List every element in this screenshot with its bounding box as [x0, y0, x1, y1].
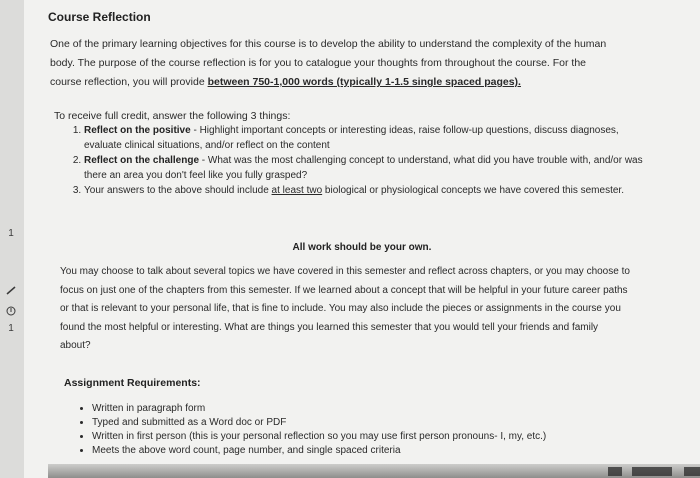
list-item-text: Your answers to the above should include	[84, 185, 272, 196]
list-item-emphasis: at least two	[271, 185, 323, 196]
list-item	[84, 184, 644, 199]
checkmark-icon[interactable]	[0, 285, 22, 300]
own-work-note: All work should be your own.	[292, 242, 432, 253]
taskbar-icon	[684, 467, 700, 476]
intro-text: One of the primary learning objectives for this course is to develop the ability to understand the complexity of the human body. The purpose of the course reflection is for you to catalogue your thoughts from throughout the course. For the course reflection, you will provide	[50, 38, 607, 88]
list-item-text: - What was the most challenging concept to understand, what did you have trouble with, and/or was there an area you don't feel like you fully grasped?	[84, 155, 643, 181]
topics-paragraph: You may choose to talk about several topics we have covered in this semester and reflect across chapters, or you may choose to focus on just one of the chapters from this semester. If we learned about a concept that will be helpful in your future career paths or that is relevant to your personal life, that is fine to include. You may also include the pieces or assignments in the course you found the most helpful or interesting. What are things you learned this semester that you would tell your friends and family about?	[60, 266, 630, 351]
reflection-questions-list	[64, 124, 644, 200]
taskbar-icon	[608, 467, 622, 476]
list-item-text: - Highlight important concepts or interesting ideas, raise follow-up questions, discuss diagnoses, evaluate clinical situations, and/or reflect on the content	[84, 125, 619, 151]
taskbar-icon	[632, 467, 672, 476]
list-item: • Written in first person (this is your personal reflection so you may use first person pronouns- I, my, etc.)	[92, 430, 632, 444]
gutter-marker: 1	[8, 228, 14, 239]
gutter-marker: 1	[8, 323, 14, 334]
instructions-lead: To receive full credit, answer the following 3 things:	[54, 110, 291, 122]
requirements-list	[78, 402, 632, 458]
list-item	[84, 124, 644, 153]
document-page	[24, 0, 700, 478]
list-item: • Meets the above word count, page number, and single spaced criteria	[92, 444, 632, 458]
list-item: • Written in paragraph form	[92, 402, 632, 416]
list-item	[84, 154, 644, 183]
page-title: Course Reflection	[48, 10, 151, 24]
hand-pointer-icon[interactable]	[0, 305, 22, 320]
left-gutter	[0, 0, 25, 478]
intro-paragraph	[50, 35, 620, 92]
requirements-heading: Assignment Requirements:	[64, 377, 201, 389]
list-item-heading: Reflect on the positive	[84, 125, 191, 136]
list-item: • Typed and submitted as a Word doc or PDF	[92, 416, 632, 430]
screen-bottom-edge	[48, 464, 700, 478]
word-count-requirement: between 750-1,000 words (typically 1-1.5 single spaced pages).	[207, 76, 521, 88]
list-item-text: biological or physiological concepts we have covered this semester.	[322, 185, 624, 196]
list-item-heading: Reflect on the challenge	[84, 155, 200, 166]
